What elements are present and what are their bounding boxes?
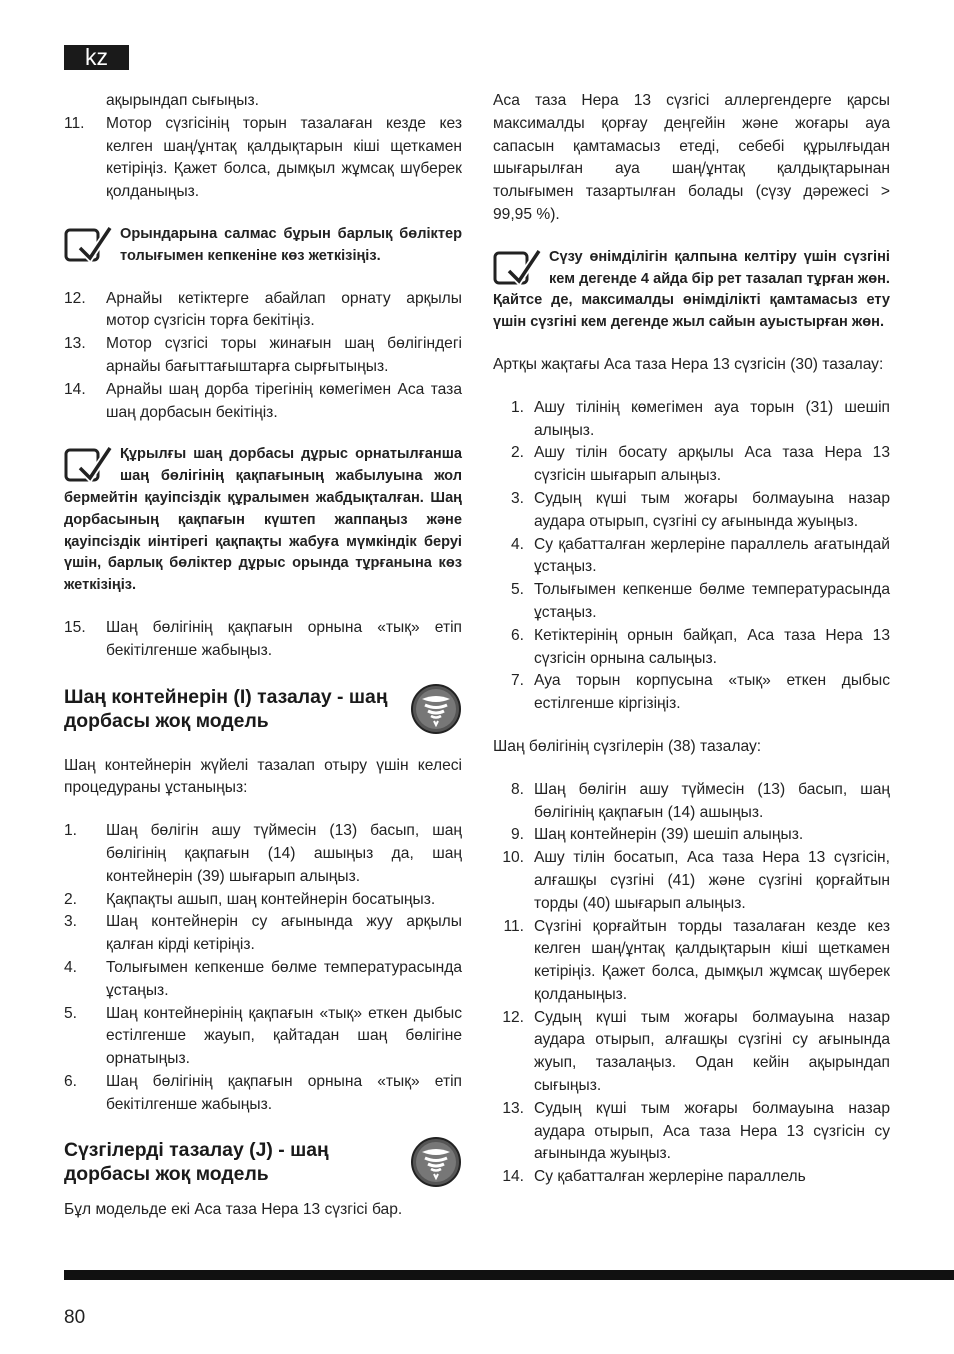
list-item-number: 15. (64, 618, 86, 636)
right-column (493, 90, 890, 1189)
list-item-text: Шаң контейнерін су ағынында жуу арқылы қалған кірді кетіріңіз. (106, 913, 462, 954)
list-item (493, 824, 890, 847)
list-item-number: 7. (510, 672, 524, 690)
note-text: Құрылғы шаң дорбасы дұрыс орнатылғанша шаң бөлігінің қақпағының жабылуына жол бермейтін қауіпсіздік құралымен жабдықталған. Шаң дорбасының қақпағын күштеп жаппаңыз және қауіпсіздік иінтірегі қақпақты жабуға мүмкіндік беруі үшін, барлық бөліктер дұрыс орында тұрғанына көз жеткізіңіз. (64, 446, 462, 594)
list-item (64, 957, 462, 1003)
note-box (64, 444, 462, 597)
list-item-number: 4. (64, 958, 78, 976)
cyclone-emblem-icon (410, 1136, 462, 1188)
paragraph: Артқы жақтағы Аса таза Hepa 13 сүзгісін (30) тазалау: (493, 355, 884, 373)
list-item (493, 1098, 890, 1166)
step-list (64, 617, 462, 663)
list-item (64, 379, 462, 425)
list-item-text: Шаң бөлігінің қақпағын орнына «тық» етіп бекітілгенше жабыңыз. (106, 1072, 462, 1113)
list-item-text: Қақпақты ашып, шаң контейнерін босатыңыз. (106, 890, 436, 908)
list-item-number: 11. (503, 917, 524, 935)
page-number: 80 (64, 1307, 86, 1328)
list-item (64, 820, 462, 888)
check-note-icon (64, 446, 114, 482)
list-item (493, 625, 890, 671)
list-item (64, 288, 462, 334)
list-item (493, 397, 890, 443)
step-list (64, 113, 462, 204)
list-item-text: Ауа торын корпусына «тық» еткен дыбыс естілгенше кіргізіңіз. (534, 672, 890, 713)
paragraph: Аса таза Hepa 13 сүзгісі аллергендерге қарсы максималды қорғау деңгейін және жоғары ауа сапасын қамтамасыз етеді, себебі құрылғыдан шығарылған ауа шаң/ұнтақ қалдықтарынан толығымен тазартылған болады (сүзу дәрежесі > 99,95 %). (493, 92, 890, 223)
check-note-icon (493, 249, 543, 285)
list-item-number: 11. (64, 114, 85, 132)
list-item-text: Шаң бөлігін ашу түймесін (13) басып, шаң бөлігінің қақпағын (14) ашыңыз. (534, 780, 890, 821)
list-item (64, 617, 462, 663)
note-text: Орындарына салмас бұрын барлық бөліктер толығымен кепкеніне көз жеткізіңіз. (120, 225, 462, 264)
list-item-number: 13. (502, 1099, 524, 1117)
list-item (493, 488, 890, 534)
step-list (64, 288, 462, 425)
list-item-number: 1. (510, 398, 524, 416)
list-item (493, 847, 890, 915)
list-item-number: 4. (510, 535, 524, 553)
list-item-number: 8. (510, 780, 524, 798)
list-item-number: 13. (64, 335, 86, 353)
list-item-text: Арнайы шаң дорба тірегінің көмегімен Аса таза шаң дорбасын бекітіңіз. (106, 380, 462, 421)
note-box (493, 247, 890, 334)
list-item-text: Толығымен кепкенше бөлме температурасында ұстаңыз. (534, 581, 890, 621)
check-note-icon (64, 226, 114, 262)
step-list (64, 820, 462, 1116)
step-list (493, 397, 890, 716)
section-heading: Сүзгілерді тазалау (J) - шаң дорбасы жоқ модель (64, 1139, 329, 1186)
list-item (64, 333, 462, 379)
list-item-text: Мотор сүзгісінің торын тазалаған кезде кез келген шаң/ұнтақ қалдықтарын кіші щеткамен кетіріңіз. Қажет болса, дымқыл жұмсақ шүберек қолданыңыз. (106, 114, 462, 201)
list-item-number: 6. (510, 626, 524, 644)
list-item (493, 1007, 890, 1098)
list-item-text: Шаң бөлігінің қақпағын орнына «тық» етіп бекітілгенше жабыңыз. (106, 618, 462, 659)
cyclone-emblem-icon (410, 683, 462, 735)
list-item (493, 442, 890, 488)
list-item-text: Су қабатталған жерлеріне параллель (534, 1168, 806, 1186)
list-item-number: 14. (64, 380, 86, 398)
step-list (493, 779, 890, 1189)
list-item-text: Судың күші тым жоғары болмауына назар аудара отырып, Аса таза Hepa 13 сүзгісін су ағынында жуыңыз. (534, 1099, 890, 1163)
list-item-number: 1. (64, 822, 78, 840)
list-item-text: Кетіктерінің орнын байқап, Аса таза Hepa 13 сүзгісін орнына салыңыз. (534, 626, 890, 667)
list-item-number: 14. (502, 1168, 524, 1186)
list-item (493, 1166, 890, 1189)
list-item-number: 2. (510, 444, 524, 462)
left-column (64, 90, 462, 1222)
list-item-number: 12. (64, 289, 86, 307)
list-item-number: 3. (64, 913, 78, 931)
list-item-text: Шаң контейнерінің қақпағын «тық» еткен дыбыс естілгенше жауып, қайтадан шаң бөлігіне орнатыңыз. (106, 1004, 462, 1068)
list-item-number: 5. (64, 1004, 78, 1022)
list-item-text: Шаң бөлігін ашу түймесін (13) басып, шаң бөлігінің қақпағын (14) ашыңыз да, шаң контейнерін (39) шығарып алыңыз. (106, 822, 462, 885)
footer-rule (64, 1270, 954, 1280)
list-item-number: 5. (510, 581, 524, 599)
list-item-text: Ашу тілін босату арқылы Аса таза Hepa 13 сүзгісін шығарып алыңыз. (534, 444, 890, 485)
language-tag: kz (64, 45, 129, 70)
list-item (493, 670, 890, 716)
list-item-text: Арнайы кетіктерге абайлап орнату арқылы мотор сүзгісін торға бекітіңіз. (106, 289, 462, 330)
list-item-number: 10. (502, 849, 524, 867)
list-item-text: Ашу тілінің көмегімен ауа торын (31) шешіп алыңыз. (534, 398, 890, 439)
note-text: Сүзу өнімділігін қалпына келтіру үшін сүзгіні кем дегенде 4 айда бір рет тазалап тұрған жөн. Қайтсе де, максималды өнімділікті қамтамасыз ету үшін сүзгіні кем дегенде жыл сайын ауыстырған жөн. (493, 248, 890, 331)
paragraph: Шаң бөлігінің сүзгілерін (38) тазалау: (493, 737, 762, 755)
list-item-text: Мотор сүзгісі торы жинағын шаң бөлігіндегі арнайы бағыттағыштарға сырғытыңыз. (106, 335, 462, 375)
list-item-number: 12. (502, 1008, 524, 1026)
list-item-text: Ашу тілін босатып, Аса таза Hepa 13 сүзгісін, алғашқы сүзгіні (41) және сүзгіні қорғайтын торды (40) шығарып алыңыз. (534, 849, 890, 912)
list-item (493, 916, 890, 1007)
note-box (64, 224, 462, 268)
list-item-text: Судың күші тым жоғары болмауына назар аудара отырып, алғашқы сүзгіні су ағынында жуып, тазалаңыз. Одан кейін ақырындап сығыңыз. (534, 1008, 890, 1095)
paragraph: Шаң контейнерін жүйелі тазалап отыру үшін келесі процедураны ұстаныңыз: (64, 756, 462, 797)
list-item (64, 1071, 462, 1117)
section-heading: Шаң контейнерін (I) тазалау - шаң дорбасы жоқ модель (64, 685, 388, 732)
list-item-text: Сүзгіні қорғайтын торды тазалаған кезде кез келген шаң/ұнтақ қалдықтарын кіші щеткамен кетіріңіз. Қажет болса, дымқыл жұмсақ шүберек қолданыңыз. (534, 917, 890, 1003)
list-item (493, 579, 890, 625)
list-item-text: Шаң контейнерін (39) шешіп алыңыз. (534, 826, 804, 844)
list-item (493, 779, 890, 825)
paragraph: Бұл модельде екі Аса таза Hepa 13 сүзгісі бар. (64, 1201, 403, 1219)
list-item (64, 1003, 462, 1071)
list-item-text: Толығымен кепкенше бөлме температурасында ұстаңыз. (106, 958, 462, 999)
list-item (64, 889, 462, 912)
list-item (64, 113, 462, 204)
list-item-number: 2. (64, 890, 78, 908)
list-item-number: 9. (510, 826, 524, 844)
continued-text: ақырындап сығыңыз. (106, 92, 259, 109)
list-item (64, 911, 462, 957)
list-item-number: 3. (510, 489, 524, 507)
list-item-text: Судың күші тым жоғары болмауына назар аудара отырып, сүзгіні су ағынында жуыңыз. (534, 489, 890, 530)
list-item-text: Су қабатталған жерлеріне параллель ағатындай ұстаңыз. (534, 535, 890, 576)
list-item-number: 6. (64, 1072, 78, 1090)
list-item (493, 534, 890, 580)
